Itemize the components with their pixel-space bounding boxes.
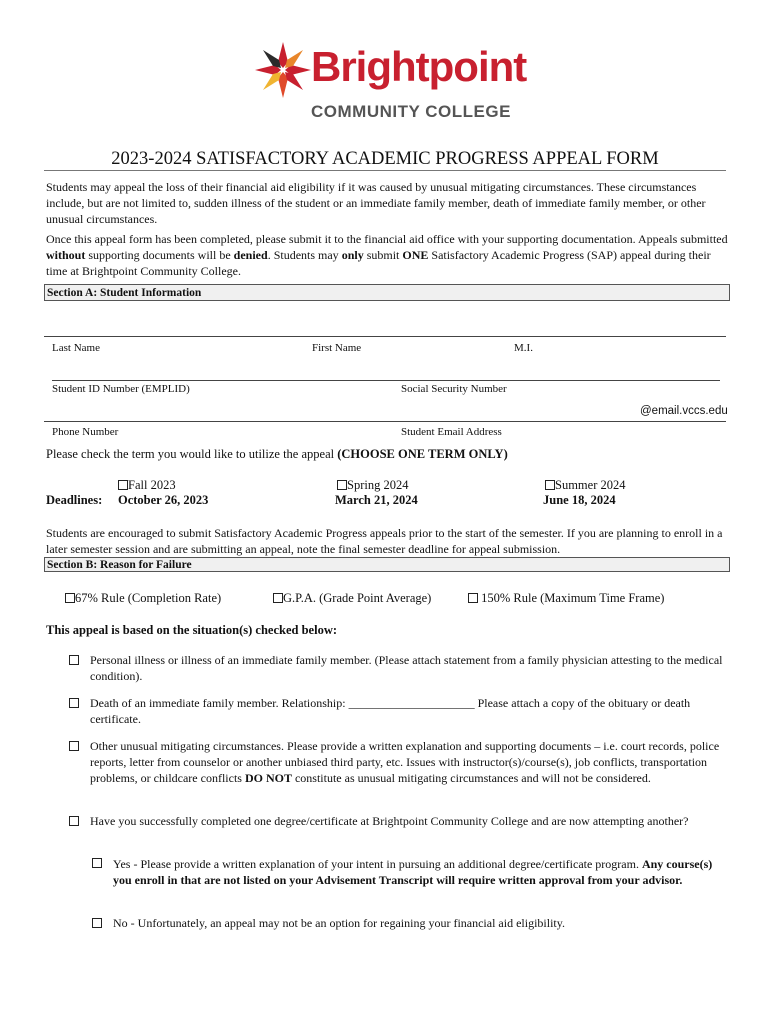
situation-death: Death of an immediate family member. Relationship: _____________________ Please attach a copy of the obituary or death certificate. <box>90 696 691 726</box>
situation-degree: Have you successfully completed one degree/certificate at Brightpoint Community College and are now attempting another? <box>90 814 689 828</box>
logo-subtitle: COMMUNITY COLLEGE <box>311 102 511 121</box>
situation-heading: This appeal is based on the situation(s) checked below: <box>46 623 338 637</box>
situation-other: Other unusual mitigating circumstances. Please provide a written explanation and supporting documents – i.e. court records, police reports, letter from counselor or another unbiased third party, etc. Issues with instructor(s)/course(s), job conflicts, transportation problems, or childcare conflicts DO NOT constitute as unusual mitigating circumstances and will not be considered. <box>90 739 720 785</box>
reason-max-timeframe[interactable]: 150% Rule (Maximum Time Frame) <box>468 590 664 606</box>
spring-deadline: March 21, 2024 <box>335 493 418 507</box>
term-option-fall[interactable]: Fall 2023 <box>118 477 176 493</box>
situation-illness: Personal illness or illness of an immediate family member. (Please attach statement from a family physician attesting to the medical condition). <box>90 653 723 683</box>
intro-paragraph-2: Once this appeal form has been completed, please submit it to the financial aid office with your supporting documentation. Appeals submitted without supporting documents will be denied. Students may only submit ONE Satisfactory Academic Progress (SAP) appeal during their time at Brightpoint Community College. <box>46 232 728 278</box>
phone-label: Phone Number <box>52 426 119 438</box>
term-note: Students are encouraged to submit Satisfactory Academic Progress appeals prior to the start of the semester. If you are planning to enroll in a later semester session and are submitting an appeal, note the final semester deadline for appeal submission. <box>46 526 723 556</box>
spring-checkbox[interactable] <box>337 480 347 490</box>
max-timeframe-checkbox[interactable] <box>468 593 478 603</box>
college-logo <box>255 40 525 126</box>
last-name-label: Last Name <box>52 342 100 354</box>
fall-checkbox[interactable] <box>118 480 128 490</box>
deadlines-label: Deadlines: <box>46 493 103 507</box>
starburst-logo-icon <box>255 42 311 98</box>
email-domain-suffix: @email.vccs.edu <box>640 405 728 417</box>
mi-label: M.I. <box>514 342 533 354</box>
id-line[interactable] <box>52 380 720 381</box>
other-checkbox[interactable] <box>69 741 79 751</box>
term-prompt: Please check the term you would like to utilize the appeal (CHOOSE ONE TERM ONLY) <box>46 447 508 461</box>
contact-line[interactable] <box>44 421 726 422</box>
gpa-checkbox[interactable] <box>273 593 283 603</box>
yes-checkbox[interactable] <box>92 858 102 868</box>
term-option-spring[interactable]: Spring 2024 <box>337 477 408 493</box>
title-divider <box>44 170 726 171</box>
section-a-heading: Section A: Student Information <box>44 284 730 301</box>
first-name-label: First Name <box>312 342 362 354</box>
illness-checkbox[interactable] <box>69 655 79 665</box>
intro-paragraph-1: Students may appeal the loss of their financial aid eligibility if it was caused by unusual mitigating circumstances. These circumstances include, but are not limited to, sudden illness of the student or an immediate family member, death of immediate family member, or other unusual circumstances. <box>46 180 706 226</box>
reason-gpa[interactable]: G.P.A. (Grade Point Average) <box>273 590 431 606</box>
email-label: Student Email Address <box>401 426 502 438</box>
logo-name: Brightpoint <box>311 43 527 90</box>
form-title: 2023-2024 SATISFACTORY ACADEMIC PROGRESS APPEAL FORM <box>111 149 659 169</box>
death-checkbox[interactable] <box>69 698 79 708</box>
no-checkbox[interactable] <box>92 918 102 928</box>
name-line[interactable] <box>44 336 726 337</box>
degree-checkbox[interactable] <box>69 816 79 826</box>
completion-rate-checkbox[interactable] <box>65 593 75 603</box>
degree-no-option: No - Unfortunately, an appeal may not be an option for regaining your financial aid eligibility. <box>113 916 565 930</box>
term-option-summer[interactable]: Summer 2024 <box>545 477 625 493</box>
student-id-label: Student ID Number (EMPLID) <box>52 383 190 395</box>
summer-deadline: June 18, 2024 <box>543 493 616 507</box>
ssn-label: Social Security Number <box>401 383 507 395</box>
summer-checkbox[interactable] <box>545 480 555 490</box>
reason-completion-rate[interactable]: 67% Rule (Completion Rate) <box>65 590 221 606</box>
fall-deadline: October 26, 2023 <box>118 493 209 507</box>
section-b-heading: Section B: Reason for Failure <box>44 557 730 572</box>
degree-yes-option: Yes - Please provide a written explanation of your intent in pursuing an additional degree/certificate program. Any course(s) you enroll in that are not listed on your Advisement Transcript will require written approval from your advisor. <box>113 857 713 887</box>
